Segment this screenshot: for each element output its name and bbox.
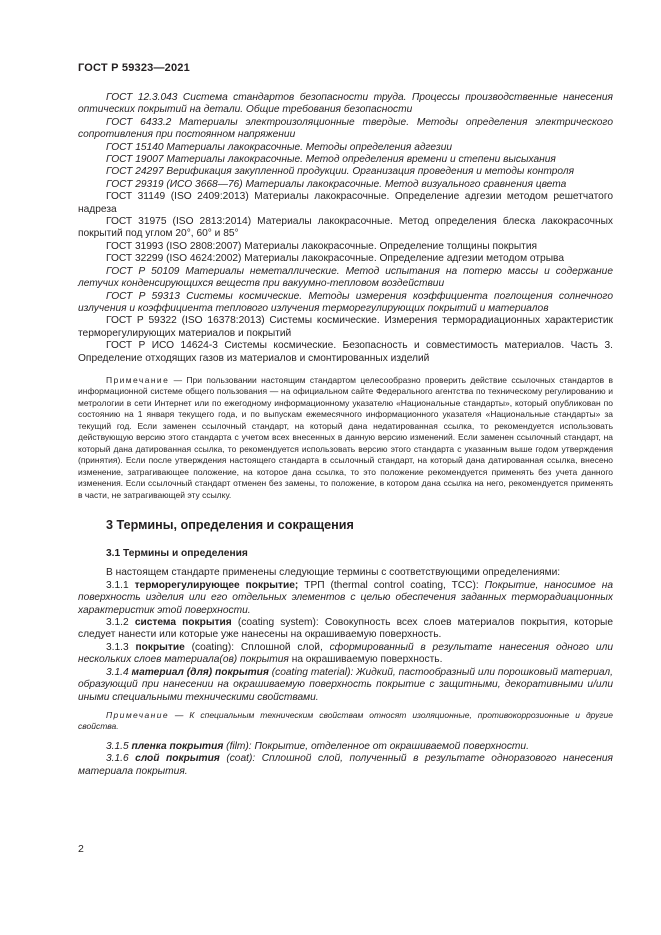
term-definition: (film): Покрытие, отделенное от окрашиваемой поверхности. <box>223 740 529 752</box>
page-number: 2 <box>78 843 84 855</box>
term-definition-end: на окрашиваемую поверхность. <box>288 654 443 666</box>
section-3-title: 3 Термины, определения и сокращения <box>106 518 354 533</box>
reference-item: ГОСТ 31149 (ISO 2409:2013) Материалы лакокрасочные. Определение адгезии методом решетчатого надреза <box>78 191 613 215</box>
term-definition-italic: сформированный в результате нанесения одного или нескольких слоев материала(ов) покрытия <box>78 641 613 666</box>
reference-item: ГОСТ 6433.2 Материалы электроизоляционные твердые. Методы определения электрического сопротивления при постоянном напряжении <box>78 116 613 141</box>
page-content <box>78 92 613 778</box>
term-3-1-6 <box>78 753 613 778</box>
term-name: материал (для) покрытия <box>131 666 269 678</box>
term-3-1-5 <box>78 741 613 753</box>
term-3-1-3 <box>78 642 613 667</box>
reference-item: ГОСТ Р 59322 (ISO 16378:2013) Системы космические. Измерения терморадиационных характеристик терморегулирующих материалов и покрытий <box>78 315 613 339</box>
note-label: Примечание <box>106 709 169 720</box>
reference-item: ГОСТ 31975 (ISO 2813:2014) Материалы лакокрасочные. Метод определения блеска лакокрасочных покрытий под углом 20°, 60° и 85° <box>78 216 613 240</box>
term-number: 3.1.2 <box>106 617 135 629</box>
term-abbr: ТРП (thermal control coating, TCC): <box>298 579 485 591</box>
term-number: 3.1.3 <box>106 641 136 653</box>
term-name: пленка покрытия <box>131 740 224 752</box>
term-definition: (coat): Сплошной слой, полученный в результате одноразового нанесения материала покрытия. <box>78 753 613 777</box>
reference-item: ГОСТ Р 50109 Материалы неметаллические. Метод испытания на потерю массы и содержание летучих конденсирующихся веществ при вакуумно-тепловом воздействии <box>78 265 613 290</box>
subsection-3-1-title: 3.1 Термины и определения <box>106 548 248 560</box>
term-3-1-2 <box>78 617 613 642</box>
reference-item: ГОСТ 32299 (ISO 4624:2002) Материалы лакокрасочные. Определение адгезии методом отрыва <box>106 253 564 265</box>
term-definition: (coating material): Жидкий, пастообразный или порошковый материал, образующий при нанесении на окрашиваемую поверхность покрытие с защитными, декоративными и/или иными специальными техническими свойствами. <box>78 666 613 703</box>
reference-item: ГОСТ 12.3.043 Система стандартов безопасности труда. Процессы производственные нанесения оптических покрытий на детали. Общие требования безопасности <box>78 92 613 116</box>
reference-item: ГОСТ Р ИСО 14624-3 Системы космические. Безопасность и совместимость материалов. Часть 3. Определение отходящих газов из материалов и смонтированных изделий <box>78 340 613 364</box>
term-number: 3.1.4 <box>106 666 132 678</box>
terms-intro: В настоящем стандарте применены следующие термины с соответствующими определениями: <box>106 567 561 579</box>
term-definition: (coating system): Совокупность всех слоев материалов покрытия, которые следует нанести или которые уже нанесены на окрашиваемую поверхность. <box>78 617 613 641</box>
note-references <box>78 375 613 502</box>
term-name: покрытие <box>135 641 185 653</box>
note-label: Примечание <box>106 374 170 385</box>
term-number: 3.1.1 <box>106 579 135 591</box>
term-name: система покрытия <box>134 617 232 629</box>
term-definition: Покрытие, наносимое на поверхность изделия или его отдельных элементов с целью обеспечения заданных терморадиационных характеристик этой поверхности. <box>78 579 614 616</box>
term-number: 3.1.6 <box>106 753 136 765</box>
reference-item: ГОСТ 31993 (ISO 2808:2007) Материалы лакокрасочные. Определение толщины покрытия <box>106 240 538 252</box>
term-name: слой покрытия <box>135 753 220 765</box>
term-3-1-1 <box>78 580 613 617</box>
reference-item: ГОСТ 15140 Материалы лакокрасочные. Методы определения адгезии <box>106 141 453 153</box>
term-name: терморегулирующее покрытие; <box>134 579 299 591</box>
reference-item: ГОСТ 29319 (ИСО 3668—76) Материалы лакокрасочные. Метод визуального сравнения цвета <box>106 178 567 190</box>
note-text: — При пользовании настоящим стандартом целесообразно проверить действие ссылочных стандартов в информационной системе общего пользования — на официальном сайте Федерального агентства по техническому регулированию и метрологии в сети Интернет или по ежегодному информационному указателю «Национальные стандарты», который опубликован по состоянию на 1 января текущего года, и по выпускам ежемесячного информационного указателя «Национальные стандарты» за текущий год. Если заменен ссылочный стандарт, на который дана недатированная ссылка, то рекомендуется использовать действующую версию этого стандарта с учетом всех внесенных в данную версию изменений. Если заменен ссылочный стандарт, на который дана датированная ссылка, то рекомендуется использовать версию этого стандарта с указанным выше годом утверждения (принятия). Если после утверждения настоящего стандарта в ссылочный стандарт, на который дана датированная ссылка, внесено изменение, затрагивающее положение, на которое дана ссылка, то это положение рекомендуется применять без учета данного изменения. Если ссылочный стандарт отменен без замены, то положение, в котором дана ссылка на него, рекомендуется применять в части, не затрагивающей эту ссылку. <box>78 374 613 500</box>
reference-item: ГОСТ 19007 Материалы лакокрасочные. Метод определения времени и степени высыхания <box>106 154 556 166</box>
term-definition: (coating): Сплошной слой, <box>184 641 330 653</box>
term-3-1-4 <box>78 667 613 704</box>
term-number: 3.1.5 <box>106 740 132 752</box>
note-text: — К специальным техническим свойствам относят изоляционные, противокоррозионные и другие свойства. <box>78 709 613 732</box>
note-term-3-1-4 <box>78 710 613 733</box>
reference-item: ГОСТ Р 59313 Системы космические. Методы измерения коэффициента поглощения солнечного излучения и коэффициента теплового излучения терморегулирующих покрытий и материалов <box>78 290 613 314</box>
document-header: ГОСТ Р 59323—2021 <box>78 62 190 74</box>
reference-item: ГОСТ 24297 Верификация закупленной продукции. Организация проведения и методы контроля <box>106 166 575 178</box>
